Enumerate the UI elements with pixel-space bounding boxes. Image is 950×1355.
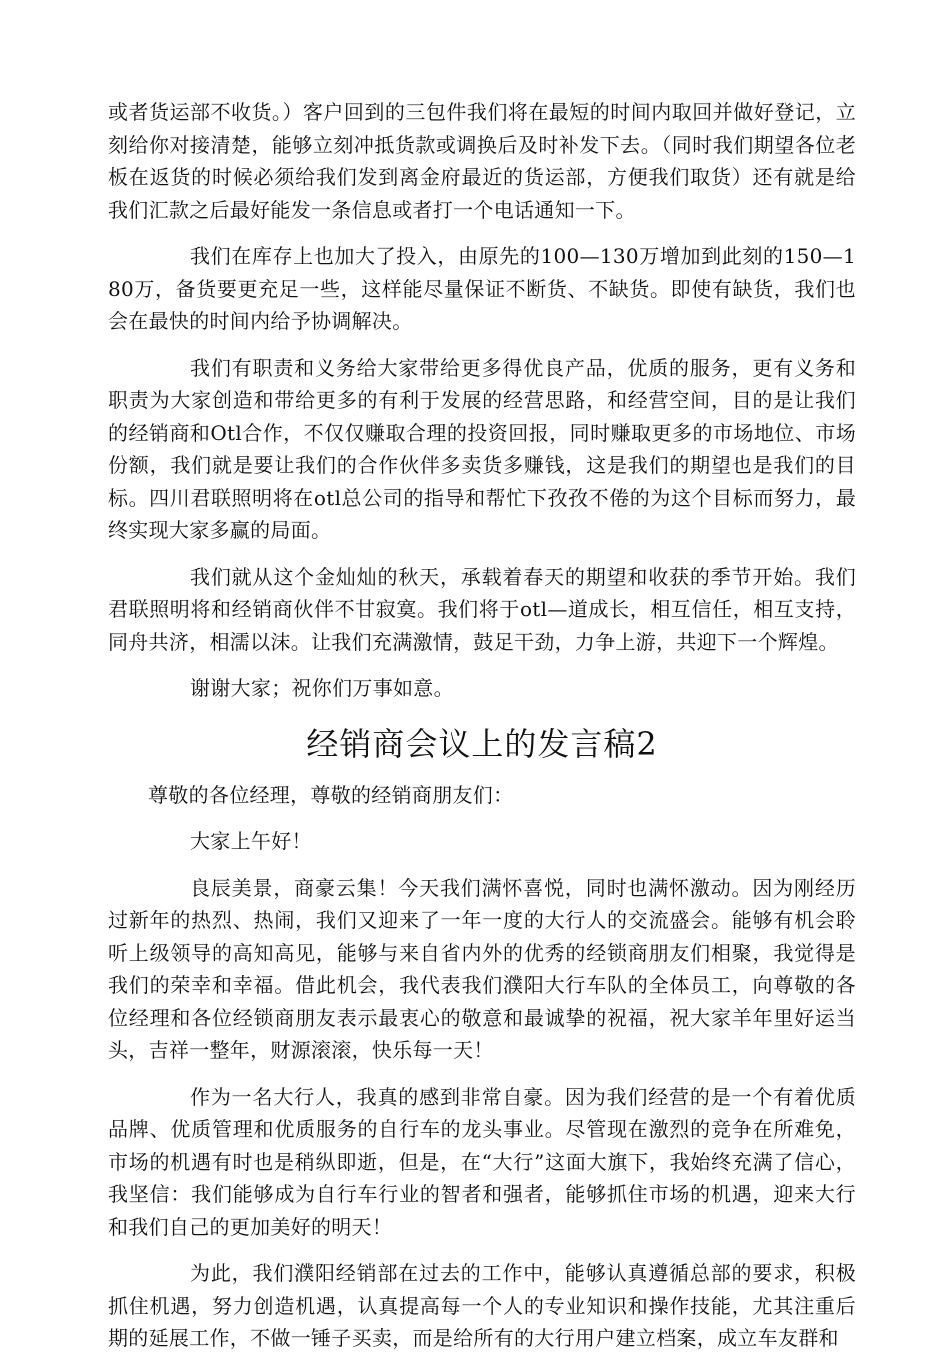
greeting: 大家上午好！: [190, 829, 312, 853]
paragraph-2: 我们在库存上也加大了投入，由原先的100—130万增加到此刻的150—180万，备货要更充足一些，这样能尽量保证不断货、不缺货。即使有缺货，我们也会在最快的时间内给予协调解决。: [108, 244, 856, 333]
section-title: 经销商会议上的发言稿2: [306, 724, 658, 763]
document-page: [108, 96, 856, 1355]
paragraph-3: 我们有职责和义务给大家带给更多得优良产品，优质的服务，更有义务和职责为大家创造和带给更多的有利于发展的经营思路，和经营空间，目的是让我们的经销商和Otl合作，不仅仅赚取合理的投资回报，同时赚取更多的市场地位、市场份额，我们就是要让我们的合作伙伴多卖货多赚钱，这是我们的期望也是我们的目标。四川君联照明将在otl总公司的指导和帮忙下孜孜不倦的为这个目标而努力，最终实现大家多赢的局面。: [108, 355, 856, 542]
closing-line: 谢谢大家；祝你们万事如意。: [190, 676, 454, 700]
paragraph-9: 为此，我们濮阳经销部在过去的工作中，能够认真遵循总部的要求，积极抓住机遇，努力创造机遇，认真提高每一个人的专业知识和操作技能，尤其注重后期的延展工作，不做一锤子买卖，而是给所有的大行用户建立档案，成立车友群和: [108, 1261, 856, 1350]
paragraph-1: 或者货运部不收货。）客户回到的三包件我们将在最短的时间内取回并做好登记，立刻给你对接清楚，能够立刻冲抵货款或调换后及时补发下去。（同时我们期望各位老板在返货的时候必须给我们发到离金府最近的货运部，方便我们取货）还有就是给我们汇款之后最好能发一条信息或者打一个电话通知一下。: [108, 100, 856, 222]
paragraph-4: 我们就从这个金灿灿的秋天，承载着春天的期望和收获的季节开始。我们君联照明将和经销商伙伴不甘寂寞。我们将于otl—道成长，相互信任，相互支持，同舟共济，相濡以沫。让我们充满激情，鼓足干劲，力争上游，共迎下一个辉煌。: [108, 564, 856, 654]
paragraph-8: 作为一名大行人，我真的感到非常自豪。因为我们经营的是一个有着优质品牌、优质管理和优质服务的自行车的龙头事业。尽管现在激烈的竞争在所难免，市场的机遇有时也是稍纵即逝，但是，在“大行”这面大旗下，我始终充满了信心，我坚信：我们能够成为自行车行业的智者和强者，能够抓住市场的机遇，迎来大行和我们自己的更加美好的明天！: [108, 1084, 856, 1239]
paragraph-7: 良辰美景，商豪云集！今天我们满怀喜悦，同时也满怀激动。因为刚经历过新年的热烈、热闹，我们又迎来了一年一度的大行人的交流盛会。能够有机会聆听上级领导的高知高见，能够与来自省内外的优秀的经锁商朋友们相聚，我觉得是我们的荣幸和幸福。借此机会，我代表我们濮阳大行车队的全体员工，向尊敬的各位经理和各位经锁商朋友表示最衷心的敬意和最诚挚的祝福，祝大家羊年里好运当头，吉祥一整年，财源滚滚，快乐每一天！: [108, 875, 856, 1062]
salutation: 尊敬的各位经理，尊敬的经销商朋友们：: [148, 782, 514, 807]
